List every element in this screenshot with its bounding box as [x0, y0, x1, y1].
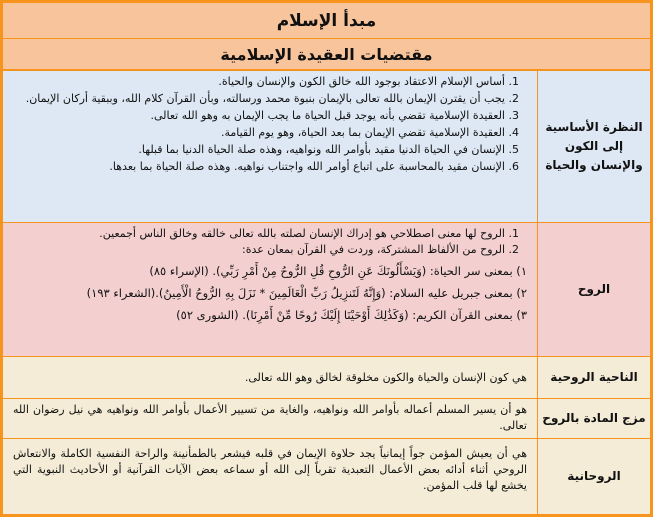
row-content-worldview: [3, 71, 538, 222]
list-item: 3. العقيدة الإسلامية تقضي بأنه يوجد قبل الحياة ما يجب الإيمان به وهو الله تعالى.: [13, 108, 505, 124]
spirit-meanings: [13, 263, 527, 324]
row-label-spiritual-aspect: الناحية الروحية: [550, 370, 638, 384]
row-content-spirituality: [3, 439, 538, 514]
definition-text: هو أن يسير المسلم أعماله بأوامر الله ونواهيه، والغاية من تسيير الأعمال بأوامر الله ونواهيه هي نيل رضوان الله تعالى.: [13, 403, 527, 432]
definition-text: هي كون الإنسان والحياة والكون مخلوقة لخالق وهو الله تعالى.: [244, 371, 527, 384]
row-label-worldview: النظرة الأساسية إلى الكون والإنسان والحياة: [545, 120, 643, 172]
definition-text: هي أن يعيش المؤمن جواً إيمانياً يجد حلاوة الإيمان في قلبه فيشعر بالطمأنينة والراحة النفسية الكاملة والانتعاش الروحي أثناء أدائه بعض الأعمال التعبدية تقرباً إلى الله أو سماعه بعض الآيات القرآنية أو الأحاديث النبوية التي يخشع لها قلب المؤمن.: [13, 447, 527, 492]
spirit-list: [13, 226, 527, 258]
list-item: 2. يجب أن يقترن الإيمان بالله تعالى بالإيمان بنبوة محمد ورسالته، وبأن القرآن كلام الله، وببقية أركان الإيمان.: [13, 91, 505, 107]
row-content-spiritual-aspect: [3, 357, 538, 398]
row-label-matter-spirit: مزج المادة بالروح: [542, 411, 646, 425]
table-row-spirit: [3, 223, 650, 357]
row-label-spirit: الروح: [577, 282, 611, 296]
table-row-spiritual-aspect: [3, 357, 650, 399]
table-row-worldview: [3, 71, 650, 223]
row-label-spirituality: الروحانية: [567, 469, 621, 483]
list-item: 6. الإنسان مقيد بالمحاسبة على اتباع أوامر الله واجتناب نواهيه. وهذه صلة الحياة بما بعدها.: [13, 159, 505, 175]
row-content-matter-spirit: [3, 399, 538, 438]
meaning-item: ٢) بمعنى جبريل عليه السلام: (وَإِنَّهُ لَتَنزِيلُ رَبِّ الْعَالَمِينَ * نَزَلَ بِهِ الرُّوحُ الْأَمِينُ).(الشعراء ١٩٣): [86, 286, 527, 300]
list-item: 1. أساس الإسلام الاعتقاد بوجود الله خالق الكون والإنسان والحياة.: [13, 74, 505, 90]
section-subtitle: مقتضيات العقيدة الإسلامية: [3, 39, 650, 71]
list-item: 2. الروح من الألفاظ المشتركة، وردت في القرآن بمعان عدة:: [13, 242, 505, 258]
worldview-list: [13, 74, 527, 175]
meaning-item: ١) بمعنى سر الحياة: (وَيَسْأَلُونَكَ عَنِ الرُّوحِ قُلِ الرُّوحُ مِنْ أَمْرِ رَبِّي). (الإسراء ٨٥): [149, 264, 527, 278]
list-item: 4. العقيدة الإسلامية تقضي الإيمان بما بعد الحياة، وهو يوم القيامة.: [13, 125, 505, 141]
table-row-spirituality: [3, 439, 650, 514]
row-content-spirit: [3, 223, 538, 356]
list-item: 5. الإنسان في الحياة الدنيا مقيد بأوامر الله ونواهيه، وهذه صلة الحياة الدنيا بما قبلها.: [13, 142, 505, 158]
table-row-matter-spirit: [3, 399, 650, 439]
meaning-item: ٣) بمعنى القرآن الكريم: (وَكَذَٰلِكَ أَوْحَيْنَا إِلَيْكَ رُوحًا مِّنْ أَمْرِنَا). (الشورى ٥٢): [176, 308, 527, 322]
page-title: مبدأ الإسلام: [3, 3, 650, 39]
list-item: 1. الروح لها معنى اصطلاحي هو إدراك الإنسان لصلته بالله تعالى خالقه وخالق الناس أجمعين.: [13, 226, 505, 242]
